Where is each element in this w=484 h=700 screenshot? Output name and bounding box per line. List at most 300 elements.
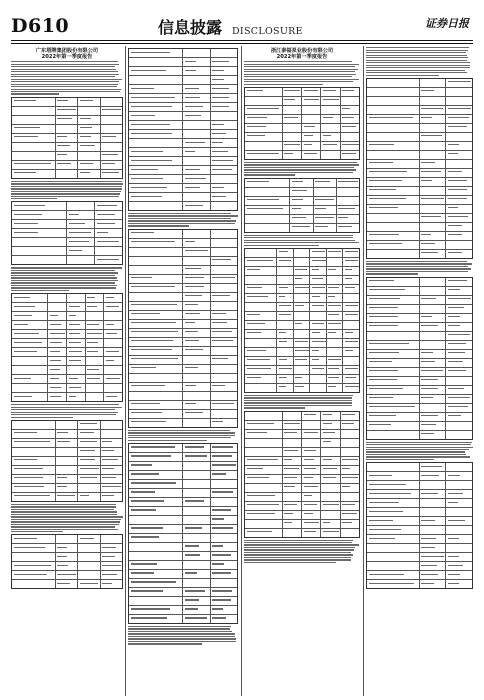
table-cell xyxy=(104,366,122,374)
table-cell xyxy=(129,570,183,578)
table-cell xyxy=(211,266,238,274)
announcement-1-company: 广东塔牌集团股份有限公司 xyxy=(35,48,99,54)
table-cell xyxy=(67,211,95,219)
table-row xyxy=(245,430,359,439)
table-cell xyxy=(101,562,122,570)
text-line xyxy=(244,562,336,563)
table-cell xyxy=(183,489,211,497)
table-cell xyxy=(302,412,321,420)
table-row xyxy=(129,239,237,248)
text-line xyxy=(11,267,122,268)
table-cell xyxy=(446,431,472,439)
table-cell xyxy=(104,384,122,392)
table-cell xyxy=(420,571,447,579)
text-line xyxy=(366,70,465,71)
table-cell xyxy=(183,148,211,156)
table-cell xyxy=(78,161,100,169)
table-row xyxy=(367,160,472,169)
text-line xyxy=(244,402,352,403)
table-cell xyxy=(78,466,100,474)
text-line xyxy=(11,526,115,527)
table-cell xyxy=(343,321,359,329)
table-cell xyxy=(78,535,100,543)
table-cell xyxy=(245,188,290,196)
table-row xyxy=(367,214,472,223)
table-cell xyxy=(211,121,238,129)
table-cell xyxy=(343,276,359,284)
table-cell xyxy=(367,133,420,141)
table-cell xyxy=(245,303,277,311)
table-cell xyxy=(67,330,86,338)
table-cell xyxy=(367,196,420,204)
table-cell xyxy=(245,197,290,205)
table-cell xyxy=(302,88,321,96)
table-cell xyxy=(129,579,183,587)
table-row xyxy=(245,366,359,375)
table-row xyxy=(129,356,237,365)
table-cell xyxy=(283,439,302,447)
table-cell xyxy=(294,276,311,284)
text-line xyxy=(11,511,117,512)
text-line xyxy=(11,516,123,517)
table-cell xyxy=(420,323,447,331)
table-cell xyxy=(129,489,183,497)
table-cell xyxy=(341,88,359,96)
table-cell xyxy=(310,249,327,257)
text-line xyxy=(11,519,121,520)
table-cell xyxy=(129,76,183,84)
table-row xyxy=(129,498,237,507)
table-cell xyxy=(101,571,122,579)
announcement-2-body xyxy=(244,61,360,563)
table-cell xyxy=(420,97,447,105)
table-cell xyxy=(211,175,238,183)
table-cell xyxy=(183,230,211,238)
table-row xyxy=(129,49,237,58)
table-cell xyxy=(290,197,313,205)
table-cell xyxy=(367,332,420,340)
table-cell xyxy=(310,375,327,383)
table-cell xyxy=(341,448,359,456)
table-cell xyxy=(283,475,302,483)
table-row xyxy=(12,152,122,161)
table-cell xyxy=(12,475,56,483)
table-cell xyxy=(245,339,277,347)
text-line xyxy=(366,263,472,264)
text-line xyxy=(11,282,115,283)
table-cell xyxy=(104,357,122,365)
table-cell xyxy=(211,392,238,400)
announcement-2-report-title: 2022年第一季度报告 xyxy=(276,54,328,60)
table-cell xyxy=(12,466,56,474)
table-cell xyxy=(277,330,294,338)
table-cell xyxy=(211,356,238,364)
text-line xyxy=(11,91,120,92)
table-cell xyxy=(294,321,311,329)
table-row xyxy=(12,562,122,571)
text-line xyxy=(244,174,295,175)
table-cell xyxy=(367,463,420,471)
table-cell xyxy=(56,544,78,552)
table-cell xyxy=(290,206,313,214)
table-cell xyxy=(302,115,321,123)
text-line xyxy=(244,557,351,558)
table-cell xyxy=(101,439,122,447)
table-cell xyxy=(341,493,359,501)
table-cell xyxy=(420,151,447,159)
table-cell xyxy=(420,422,447,430)
table-cell xyxy=(67,294,86,302)
table-cell xyxy=(48,321,67,329)
table-row xyxy=(367,526,472,535)
table-cell xyxy=(12,107,56,115)
text-line xyxy=(366,57,468,58)
table-cell xyxy=(343,249,359,257)
table-cell xyxy=(341,511,359,519)
text-line xyxy=(244,169,356,170)
table-cell xyxy=(420,88,447,96)
table-row xyxy=(12,375,122,384)
table-cell xyxy=(420,580,447,588)
table-cell xyxy=(245,249,277,257)
table-row xyxy=(245,151,359,159)
table-cell xyxy=(129,166,183,174)
text-line xyxy=(128,628,230,629)
text-line xyxy=(244,240,355,241)
table-cell xyxy=(104,348,122,356)
table-cell xyxy=(129,148,183,156)
table-row xyxy=(129,76,237,85)
table-cell xyxy=(420,142,447,150)
table-cell xyxy=(104,321,122,329)
table-cell xyxy=(283,151,302,159)
table-row xyxy=(367,368,472,377)
table-row xyxy=(245,375,359,384)
table-cell xyxy=(420,544,447,552)
table-cell xyxy=(341,412,359,420)
table-row xyxy=(129,597,237,606)
table-cell xyxy=(367,223,420,231)
table-cell xyxy=(343,357,359,365)
table-cell xyxy=(367,553,420,561)
table-cell xyxy=(48,303,67,311)
table-cell xyxy=(67,339,86,347)
table-row xyxy=(367,404,472,413)
table-cell xyxy=(183,67,211,75)
table-cell xyxy=(367,250,420,258)
table-cell xyxy=(56,143,78,151)
table-cell xyxy=(245,258,277,266)
table-cell xyxy=(420,359,447,367)
table-cell xyxy=(12,348,48,356)
table-cell xyxy=(129,561,183,569)
text-line xyxy=(244,237,353,238)
table-cell xyxy=(129,615,183,623)
table-cell xyxy=(283,520,302,528)
table-cell xyxy=(12,357,48,365)
table-cell xyxy=(104,393,122,401)
table-cell xyxy=(183,471,211,479)
text-line xyxy=(11,183,123,184)
table-cell xyxy=(129,543,183,551)
table-cell xyxy=(211,67,238,75)
table-cell xyxy=(211,534,238,542)
table-row xyxy=(12,134,122,143)
table-cell xyxy=(245,115,283,123)
table-cell xyxy=(101,152,122,160)
table-row xyxy=(12,475,122,484)
table-cell xyxy=(321,529,340,537)
table-cell xyxy=(283,484,302,492)
table-row xyxy=(129,552,237,561)
table-cell xyxy=(101,448,122,456)
table-cell xyxy=(211,419,238,427)
table-cell xyxy=(95,220,122,228)
text-line xyxy=(11,270,115,271)
table-cell xyxy=(211,498,238,506)
table-cell xyxy=(343,312,359,320)
table-cell xyxy=(327,375,344,383)
table-row xyxy=(129,480,237,489)
table-cell xyxy=(211,383,238,391)
table-cell xyxy=(367,278,420,286)
table-cell xyxy=(78,430,100,438)
table-cell xyxy=(129,103,183,111)
table-cell xyxy=(12,143,56,151)
table-cell xyxy=(67,238,95,246)
table-cell xyxy=(245,375,277,383)
table-cell xyxy=(343,294,359,302)
table-cell xyxy=(245,151,283,159)
table-cell xyxy=(283,430,302,438)
table-cell xyxy=(129,239,183,247)
text-line xyxy=(11,514,117,515)
table-cell xyxy=(129,365,183,373)
table-row xyxy=(129,184,237,193)
table-cell xyxy=(48,375,67,383)
table-cell xyxy=(310,321,327,329)
column-4-body xyxy=(366,47,473,589)
table-cell xyxy=(446,463,472,471)
data-table xyxy=(11,420,123,502)
text-line xyxy=(244,549,354,550)
table-cell xyxy=(310,366,327,374)
table-cell xyxy=(277,357,294,365)
table-cell xyxy=(302,133,321,141)
table-cell xyxy=(277,339,294,347)
table-cell xyxy=(446,544,472,552)
table-cell xyxy=(101,98,122,106)
table-row xyxy=(12,580,122,588)
table-cell xyxy=(183,383,211,391)
table-cell xyxy=(211,94,238,102)
table-cell xyxy=(302,484,321,492)
table-cell xyxy=(367,214,420,222)
table-cell xyxy=(245,88,283,96)
table-row xyxy=(367,133,472,142)
text-line xyxy=(11,275,115,276)
table-cell xyxy=(283,124,302,132)
table-cell xyxy=(56,170,78,178)
table-cell xyxy=(321,466,340,474)
table-row xyxy=(245,529,359,537)
table-row xyxy=(367,250,472,258)
table-cell xyxy=(183,410,211,418)
table-cell xyxy=(446,404,472,412)
table-row xyxy=(12,544,122,553)
table-cell xyxy=(95,229,122,237)
table-row xyxy=(367,463,472,472)
table-cell xyxy=(367,499,420,507)
table-cell xyxy=(12,238,67,246)
table-cell xyxy=(283,88,302,96)
table-cell xyxy=(446,413,472,421)
table-row xyxy=(129,410,237,419)
table-cell xyxy=(183,202,211,210)
table-cell xyxy=(446,472,472,480)
table-cell xyxy=(420,517,447,525)
table-cell xyxy=(367,79,420,87)
text-line xyxy=(128,213,231,214)
table-cell xyxy=(12,366,48,374)
text-line xyxy=(244,542,352,543)
table-cell xyxy=(56,571,78,579)
table-cell xyxy=(290,188,313,196)
table-cell xyxy=(183,257,211,265)
table-cell xyxy=(56,161,78,169)
table-cell xyxy=(302,475,321,483)
table-cell xyxy=(302,97,321,105)
table-cell xyxy=(302,106,321,114)
table-cell xyxy=(420,205,447,213)
table-cell xyxy=(129,320,183,328)
table-cell xyxy=(101,125,122,133)
table-cell xyxy=(245,475,283,483)
table-cell xyxy=(327,330,344,338)
table-row xyxy=(129,374,237,383)
table-cell xyxy=(446,296,472,304)
table-cell xyxy=(420,562,447,570)
text-line xyxy=(244,66,355,67)
table-cell xyxy=(446,359,472,367)
table-cell xyxy=(420,305,447,313)
table-row xyxy=(129,419,237,427)
table-cell xyxy=(290,224,313,232)
table-cell xyxy=(245,366,277,374)
table-cell xyxy=(101,143,122,151)
table-cell xyxy=(211,606,238,614)
table-cell xyxy=(446,553,472,561)
table-cell xyxy=(211,347,238,355)
table-cell xyxy=(321,142,340,150)
table-cell xyxy=(446,377,472,385)
table-cell xyxy=(302,511,321,519)
table-cell xyxy=(337,215,359,223)
table-row xyxy=(367,571,472,580)
table-cell xyxy=(211,615,238,623)
table-cell xyxy=(183,507,211,515)
table-cell xyxy=(327,294,344,302)
table-cell xyxy=(183,543,211,551)
table-cell xyxy=(67,393,86,401)
table-row xyxy=(245,384,359,392)
table-row xyxy=(245,303,359,312)
table-row xyxy=(129,121,237,130)
table-row xyxy=(245,142,359,151)
table-row xyxy=(245,179,359,188)
table-row xyxy=(245,215,359,224)
table-cell xyxy=(67,247,95,255)
table-row xyxy=(367,205,472,214)
table-cell xyxy=(129,293,183,301)
table-cell xyxy=(327,258,344,266)
table-cell xyxy=(302,142,321,150)
table-cell xyxy=(129,356,183,364)
table-cell xyxy=(12,439,56,447)
table-row xyxy=(367,499,472,508)
table-cell xyxy=(294,285,311,293)
table-cell xyxy=(12,457,56,465)
table-cell xyxy=(283,142,302,150)
table-cell xyxy=(183,338,211,346)
table-cell xyxy=(129,175,183,183)
table-cell xyxy=(12,393,48,401)
table-cell xyxy=(294,294,311,302)
text-line xyxy=(128,626,231,627)
table-cell xyxy=(367,377,420,385)
table-cell xyxy=(129,444,183,452)
table-cell xyxy=(294,330,311,338)
table-row xyxy=(245,258,359,267)
table-cell xyxy=(294,348,311,356)
table-cell xyxy=(48,393,67,401)
table-cell xyxy=(367,535,420,543)
table-cell xyxy=(341,457,359,465)
text-line xyxy=(244,547,355,548)
table-cell xyxy=(310,348,327,356)
table-cell xyxy=(245,421,283,429)
table-cell xyxy=(67,303,86,311)
table-row xyxy=(245,88,359,97)
table-cell xyxy=(183,130,211,138)
table-row xyxy=(367,562,472,571)
text-line xyxy=(11,188,122,189)
table-cell xyxy=(337,206,359,214)
table-cell xyxy=(446,341,472,349)
text-line xyxy=(366,268,471,269)
table-cell xyxy=(245,529,283,537)
table-cell xyxy=(302,448,321,456)
table-cell xyxy=(183,166,211,174)
section-title-en: DISCLOSURE xyxy=(232,26,303,37)
text-line xyxy=(11,521,120,522)
text-line xyxy=(366,55,467,56)
table-cell xyxy=(211,525,238,533)
table-row xyxy=(129,516,237,525)
table-cell xyxy=(211,597,238,605)
table-row xyxy=(245,267,359,276)
table-cell xyxy=(183,579,211,587)
table-cell xyxy=(211,76,238,84)
table-cell xyxy=(211,365,238,373)
table-cell xyxy=(183,112,211,120)
text-line xyxy=(366,65,470,66)
text-line xyxy=(366,459,434,460)
table-cell xyxy=(446,196,472,204)
table-cell xyxy=(420,214,447,222)
text-line xyxy=(366,271,468,272)
table-row xyxy=(12,535,122,544)
